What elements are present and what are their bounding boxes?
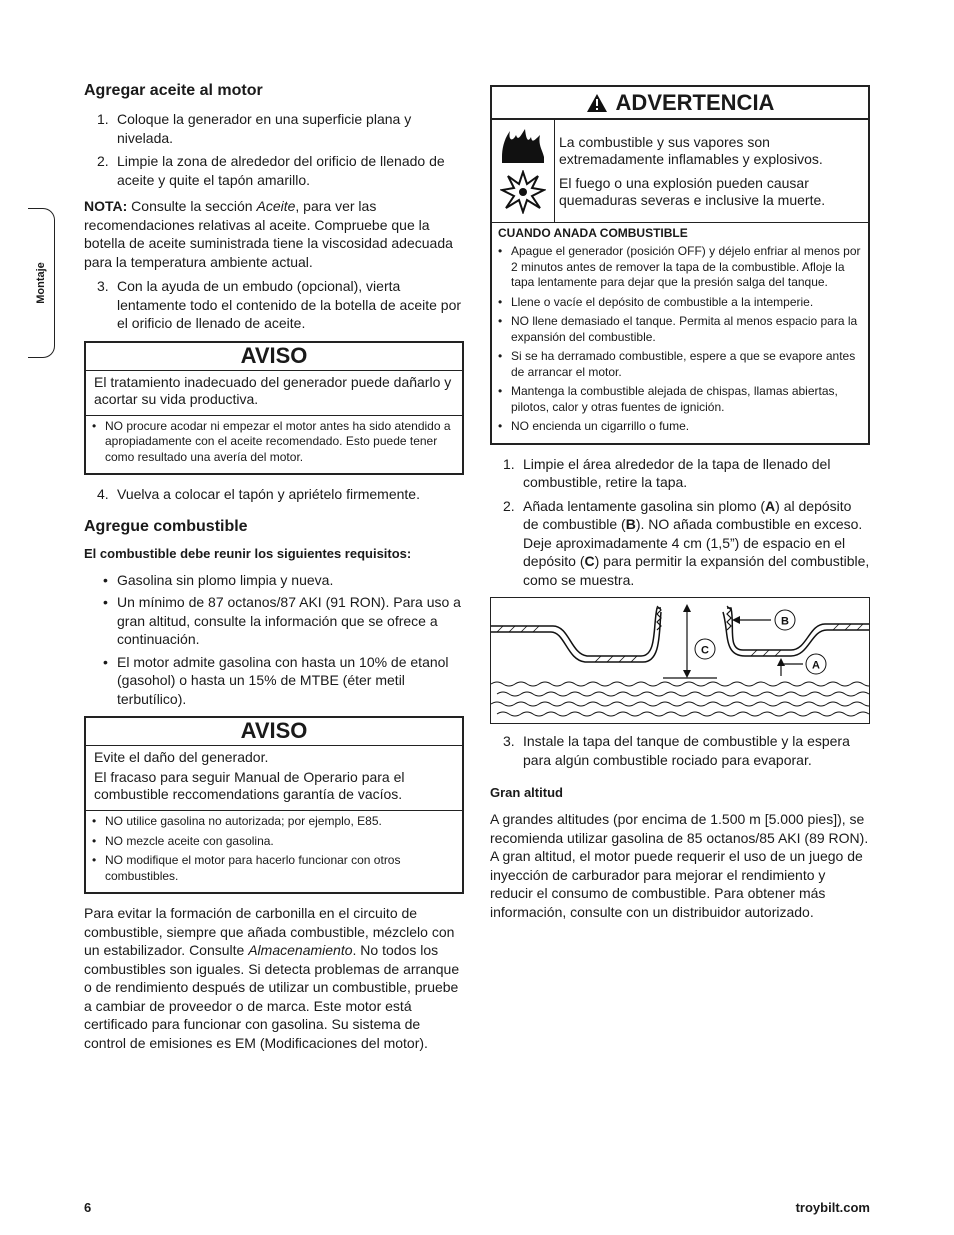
left-column xyxy=(84,78,464,1052)
warning-bullets xyxy=(492,242,868,443)
section-tab xyxy=(28,208,55,358)
warning-bullet: • Mantenga la combustible alejada de chispas, llamas abiertas, pilotos, calor y otras fuentes de ignición. xyxy=(498,384,862,415)
fuel-step-1: 1. Limpie el área alrededor de la tapa de llenado del combustible, retire la tapa. xyxy=(503,455,831,490)
oil-step-2: 2. Limpie la zona de alrededor del orificio de llenado de aceite y quite el tapón amarillo. xyxy=(97,153,445,188)
link-almacenamiento: Almacenamiento xyxy=(248,942,353,958)
notice-body: Evite el daño del generador. El fracaso para seguir Manual de Operario para el combustible reccomendations garantía de vacíos. xyxy=(86,746,462,811)
fuel-steps-cont xyxy=(490,732,870,769)
warning-bullet: • NO encienda un cigarrillo o fume. xyxy=(498,419,862,435)
fuel-requirements-heading: El combustible debe reunir los siguientes requisitos: xyxy=(84,545,412,561)
requirement-item: • Gasolina sin plomo limpia y nueva. xyxy=(84,571,464,590)
explosion-icon xyxy=(492,168,554,216)
stabilizer-paragraph: Para evitar la formación de carbonilla en el circuito de combustible, siempre que añada combustible, mézclelo con un estabilizador. Consulte Almacenamiento. No todos los combustibles son iguales. Si detecta problemas de arranque o de rendimiento después de utilizar un combustible, pruebe a cambiar de proveedor o de marca. Este motor está certificado para funcionar con gasolina. Su sistema de control de emisiones es EM (Modificaciones del motor). xyxy=(84,905,460,1051)
requirement-item: • Un mínimo de 87 octanos/87 AKI (91 RON). Para uso a gran altitud, consulte la información que se ofrece a continuación. xyxy=(84,593,464,649)
fuel-tank-diagram xyxy=(490,597,870,724)
oil-steps xyxy=(84,110,464,189)
hazard-text: La combustible y sus vapores son extremadamente inflamables y explosivos. xyxy=(559,134,823,167)
nota-paragraph: NOTA: Consulte la sección Aceite, para ver las recomendaciones relativas al aceite. Compruebe que la botella de aceite suministrada tiene la viscosidad adecuada para la temperatura ambiente actual. xyxy=(84,198,453,270)
oil-steps-cont xyxy=(84,277,464,333)
label-a: A xyxy=(812,659,820,672)
oil-step-4: 4. Vuelva a colocar el tapón y apriételo firmemente. xyxy=(97,486,420,502)
warning-bullet: • NO llene demasiado el tanque. Permita al menos espacio para la expansión del combustible. xyxy=(498,314,862,345)
fuel-step-3: 3. Instale la tapa del tanque de combustible y la espera para algún combustible rociado para evaporar. xyxy=(503,733,850,768)
warning-box xyxy=(490,85,870,445)
notice-bullet: • NO modifique el motor para hacerlo funcionar con otros combustibles. xyxy=(92,853,456,884)
label-b: B xyxy=(781,615,789,628)
oil-step-1: 1. Coloque la generador en una superficie plana y nivelada. xyxy=(97,111,412,146)
requirement-item: • El motor admite gasolina con hasta un 10% de etanol (gasohol) o hasta un 15% de MTBE (éter metil terbutílico). xyxy=(84,653,464,709)
fuel-step-2: 2. Añada lentamente gasolina sin plomo (A) al depósito de combustible (B). NO añada combustible en exceso. Deje aproximadamente 4 cm (1,5”) de espacio en el depósito (C) para permitir la expansión del combustible, como se muestra. xyxy=(503,497,870,588)
warning-subheading: CUANDO ANADA COMBUSTIBLE xyxy=(498,226,688,240)
warning-bullet: • Si se ha derramado combustible, espere a que se evapore antes de arrancar el motor. xyxy=(498,349,862,380)
notice-bullet: • NO mezcle aceite con gasolina. xyxy=(92,834,456,850)
notice-bullets xyxy=(86,811,462,892)
link-aceite: Aceite xyxy=(256,198,296,214)
heading-add-oil: Agregar aceite al motor xyxy=(84,82,263,99)
warning-hazards xyxy=(492,120,868,223)
heading-add-fuel: Agregue combustible xyxy=(84,517,248,535)
notice-bullet: • NO procure acodar ni empezar el motor antes ha sido atendido a apropiadamente con el aceite recomendado. Esto puede tener como resultado una avería del motor. xyxy=(92,419,456,466)
notice-box-fuel xyxy=(84,716,464,894)
high-altitude-text: A grandes altitudes (por encima de 1.500 m [5.000 pies]), se recomienda utilizar gasolina de 85 octanos/85 AKI (89 RON). A gran altitud, el motor puede requerir el uso de un juego de inyección de carburador para mejorar el rendimiento y reducir el consumo de combustible. Para obtener más información, consulte con un distribuidor autorizado. xyxy=(490,811,869,920)
page-number: 6 xyxy=(84,1200,92,1215)
footer-site: troybilt.com xyxy=(795,1200,870,1215)
hazard-text: El fuego o una explosión pueden causar quemaduras severas e inclusive la muerte. xyxy=(559,175,826,208)
notice-title: AVISO xyxy=(86,343,462,371)
right-column xyxy=(490,85,870,921)
warning-header xyxy=(492,87,868,120)
notice-box-oil xyxy=(84,341,464,476)
warning-title: ADVERTENCIA xyxy=(615,89,775,115)
warning-triangle-icon xyxy=(586,93,608,113)
notice-title: AVISO xyxy=(86,718,462,746)
warning-bullet: • Llene o vacíe el depósito de combustible a la intemperie. xyxy=(498,295,862,311)
fuel-steps xyxy=(490,455,870,590)
notice-body: El tratamiento inadecuado del generador puede dañarlo y acortar su vida productiva. xyxy=(86,371,462,416)
notice-bullet: • NO utilice gasolina no autorizada; por ejemplo, E85. xyxy=(92,814,456,830)
warning-bullet: • Apague el generador (posición OFF) y déjelo enfriar al menos por 2 minutos antes de remover la tapa de la combustible. Afloje la tapa lentamente para dejar que la presión salga del tanque. xyxy=(498,244,862,291)
notice-bullets xyxy=(86,416,462,474)
fire-icon xyxy=(492,120,554,168)
section-tab-label: Montaje xyxy=(35,262,47,304)
oil-step-3: 3. Con la ayuda de un embudo (opcional), vierta lentamente todo el contenido de la botella de aceite por el orificio de llenado de aceite. xyxy=(97,278,462,331)
high-altitude-heading: Gran altitud xyxy=(490,785,563,800)
oil-steps-final xyxy=(84,485,464,504)
fuel-requirements xyxy=(84,571,464,709)
label-c: C xyxy=(701,644,709,657)
